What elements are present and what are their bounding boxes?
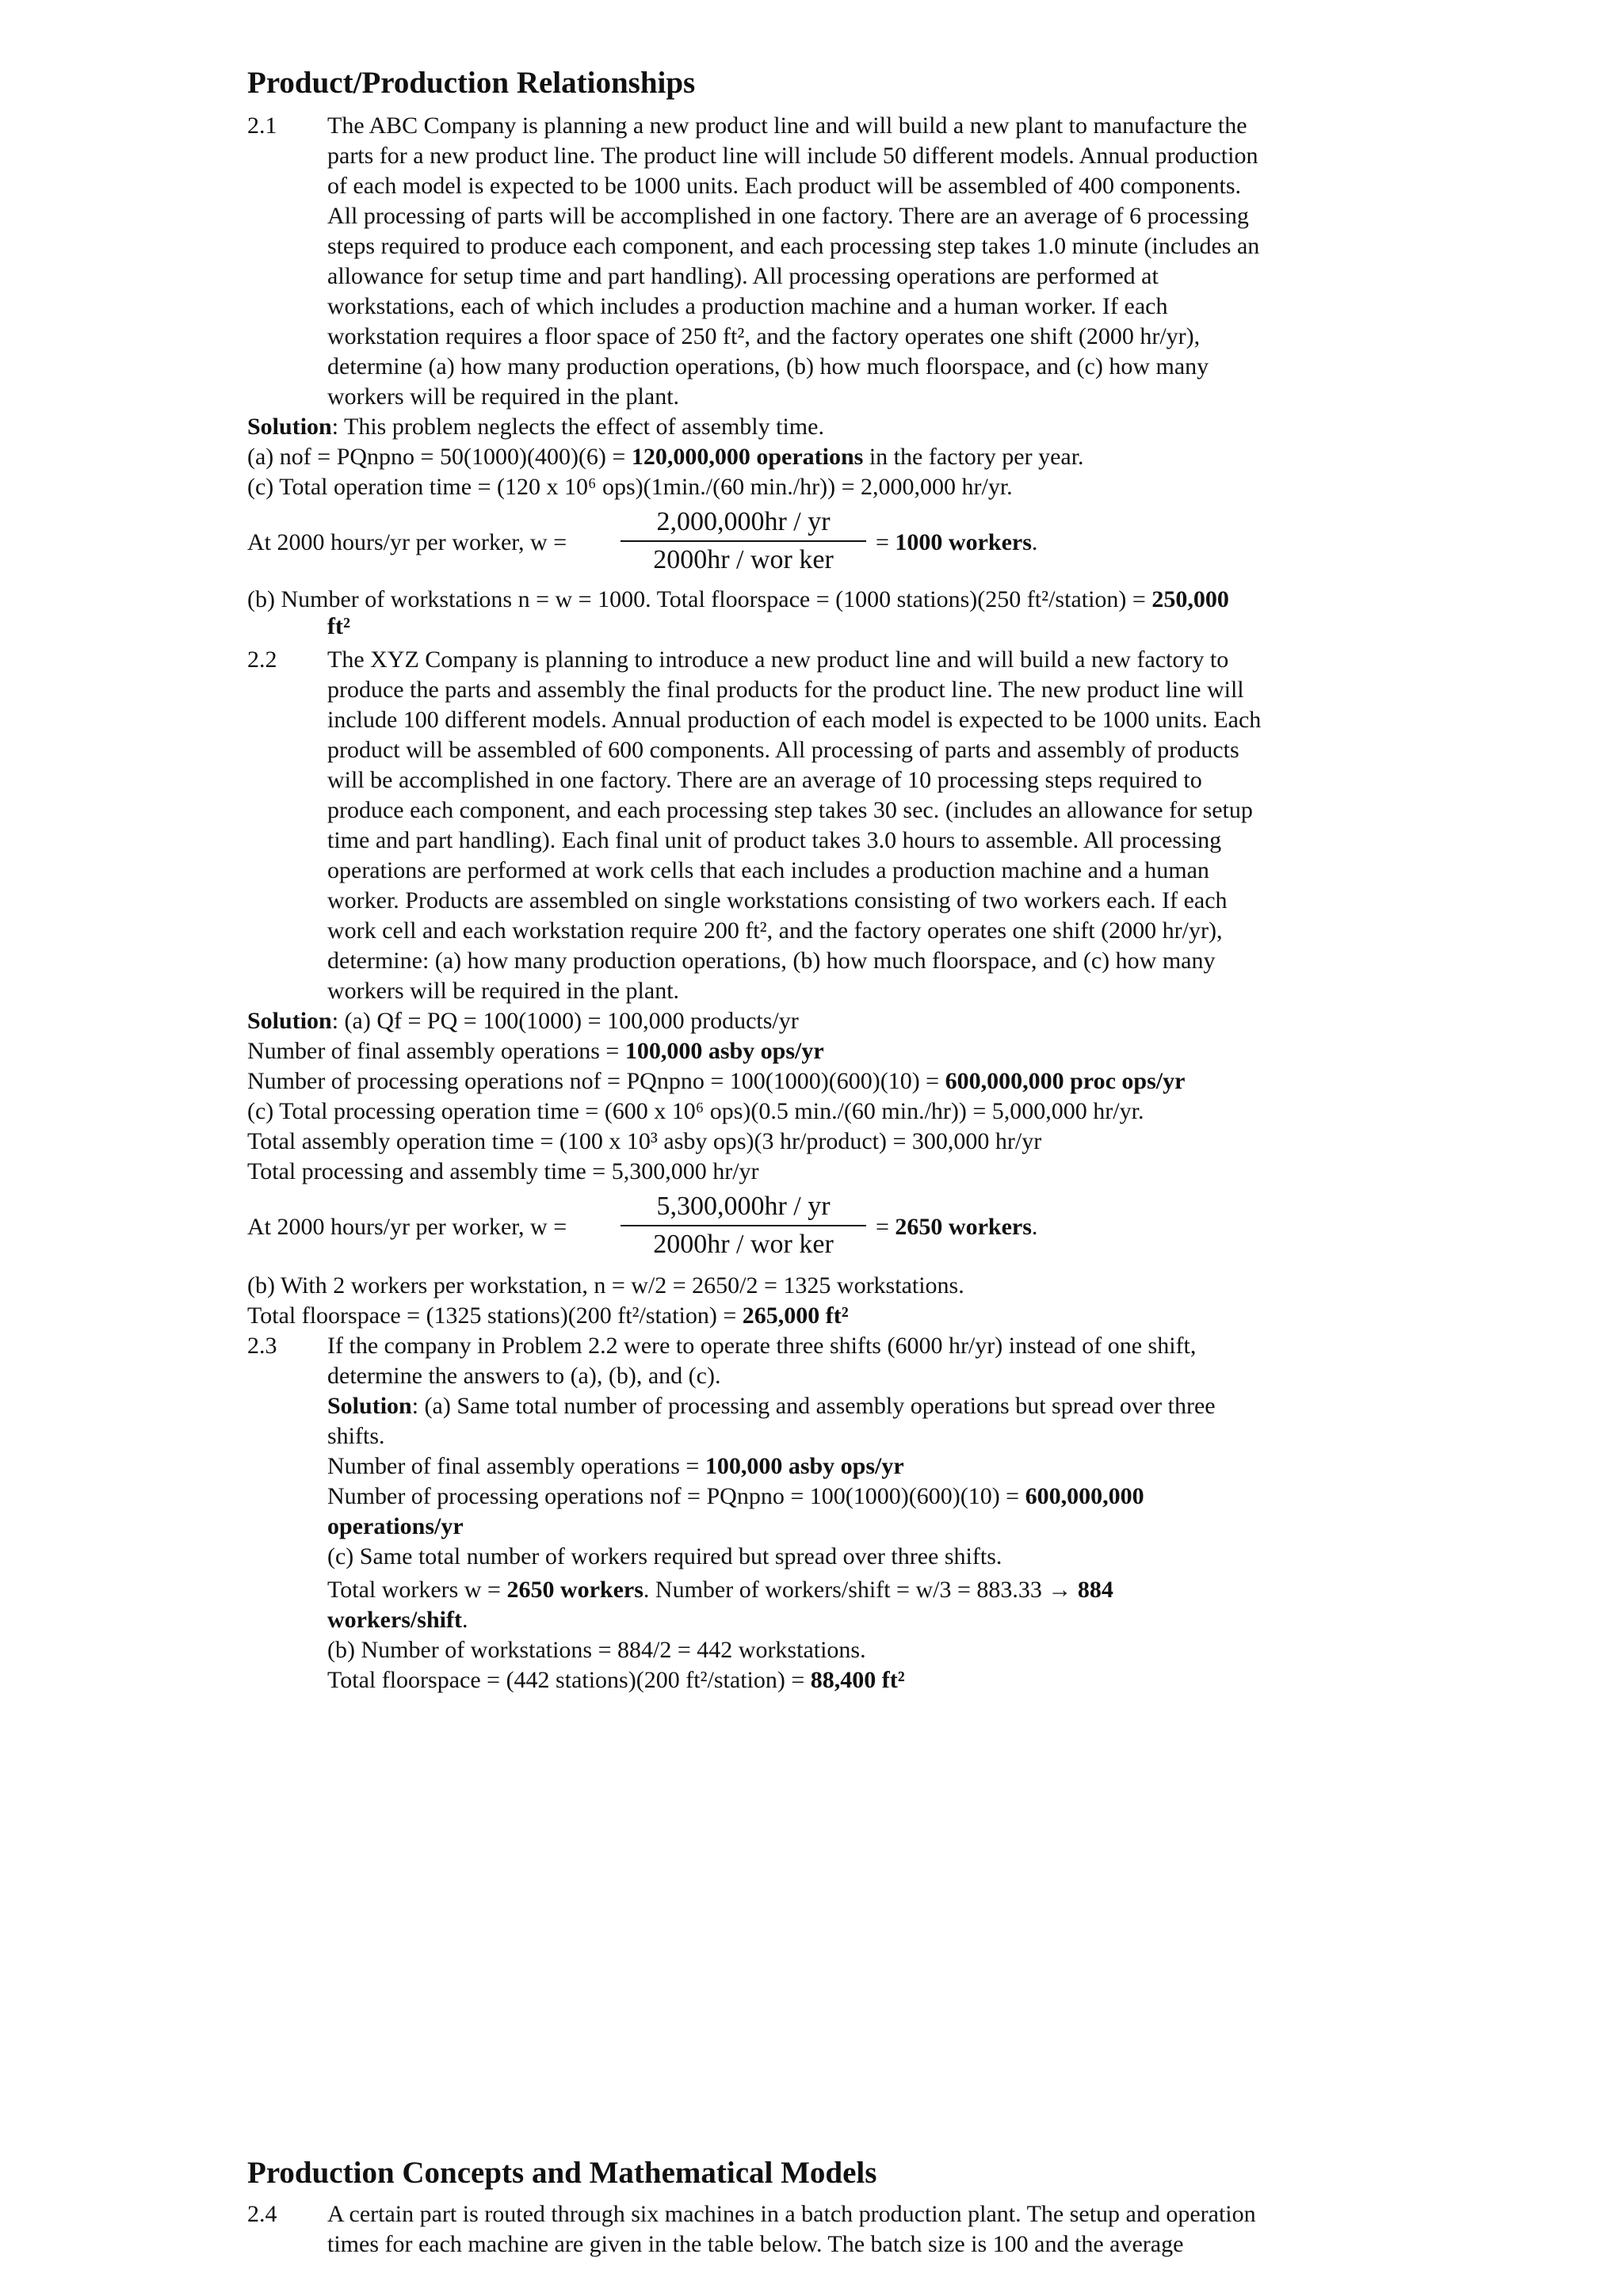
- fraction-numerator: 2,000,000hr / yr: [656, 507, 831, 536]
- problem-number: 2.3: [247, 1333, 277, 1359]
- problem-text-line: times for each machine are given in the table below. The batch size is 100 and the average: [327, 2231, 1184, 2257]
- fraction-numerator: 5,300,000hr / yr: [656, 1192, 831, 1221]
- problem-text-line: determine: (a) how many production operations, (b) how much floorspace, and (c) how many: [327, 948, 1216, 974]
- problem-text-line: work cell and each workstation require 200 ft², and the factory operates one shift (2000 hr/yr),: [327, 917, 1223, 944]
- solution-line: Total processing and assembly time = 5,300,000 hr/yr: [247, 1158, 759, 1184]
- problem-text-line: The ABC Company is planning a new product line and will build a new plant to manufacture the: [327, 113, 1247, 139]
- problem-text-line: workers will be required in the plant.: [327, 383, 680, 410]
- fraction-bar: [621, 540, 866, 542]
- solution-line: Solution: (a) Qf = PQ = 100(1000) = 100,000 products/yr: [247, 1008, 799, 1034]
- solution-label: Solution: [327, 1393, 412, 1419]
- solution-line: Total floorspace = (442 stations)(200 ft²/station) = 88,400 ft²: [327, 1667, 905, 1693]
- problem-text-line: steps required to produce each component, and each processing step takes 1.0 minute (includes an: [327, 233, 1260, 259]
- equation-prefix: At 2000 hours/yr per worker, w =: [247, 1214, 567, 1240]
- equation-result: = 1000 workers.: [876, 529, 1038, 555]
- problem-text-line: product will be assembled of 600 components. All processing of parts and assembly of products: [327, 737, 1239, 763]
- equation-prefix: At 2000 hours/yr per worker, w =: [247, 529, 567, 555]
- equation-result: = 2650 workers.: [876, 1214, 1038, 1240]
- solution-line: (a) nof = PQnpno = 50(1000)(400)(6) = 120,000,000 operations in the factory per year.: [247, 444, 1084, 470]
- solution-line: (c) Total processing operation time = (600 x 10⁶ ops)(0.5 min./(60 min./hr)) = 5,000,000 hr/yr.: [247, 1098, 1144, 1124]
- solution-line: Total workers w = 2650 workers. Number of workers/shift = w/3 = 883.33 → 884: [327, 1577, 1113, 1603]
- problem-text-line: will be accomplished in one factory. There are an average of 10 processing steps required to: [327, 767, 1202, 793]
- solution-line: (b) With 2 workers per workstation, n = w/2 = 2650/2 = 1325 workstations.: [247, 1272, 964, 1299]
- problem-text-line: parts for a new product line. The product line will include 50 different models. Annual production: [327, 143, 1258, 169]
- problem-number: 2.4: [247, 2201, 277, 2227]
- problem-text-line: produce each component, and each processing step takes 30 sec. (includes an allowance for setup: [327, 797, 1253, 823]
- solution-line: Total assembly operation time = (100 x 10³ asby ops)(3 hr/product) = 300,000 hr/yr: [247, 1128, 1042, 1154]
- problem-text-line: workstations, each of which includes a production machine and a human worker. If each: [327, 293, 1168, 319]
- problem-text-line: allowance for setup time and part handling). All processing operations are performed at: [327, 263, 1159, 289]
- problem-text-line: A certain part is routed through six machines in a batch production plant. The setup and operation: [327, 2201, 1256, 2227]
- problem-text-line: determine the answers to (a), (b), and (c).: [327, 1363, 721, 1389]
- fraction-denominator: 2000hr / wor ker: [653, 1230, 834, 1259]
- solution-label: Solution: [247, 414, 332, 440]
- problem-number: 2.2: [247, 646, 277, 673]
- solution-line: operations/yr: [327, 1513, 464, 1539]
- fraction: [621, 505, 866, 577]
- problem-text-line: If the company in Problem 2.2 were to operate three shifts (6000 hr/yr) instead of one shift,: [327, 1333, 1197, 1359]
- problem-text-line: The XYZ Company is planning to introduce a new product line and will build a new factory to: [327, 646, 1229, 673]
- problem-text-line: produce the parts and assembly the final products for the product line. The new product line will: [327, 677, 1244, 703]
- solution-line: Solution: (a) Same total number of processing and assembly operations but spread over three: [327, 1393, 1216, 1419]
- problem-text-line: workers will be required in the plant.: [327, 978, 680, 1004]
- problem-text-line: include 100 different models. Annual production of each model is expected to be 1000 units. Each: [327, 707, 1262, 733]
- solution-line: (b) Number of workstations = 884/2 = 442 workstations.: [327, 1637, 866, 1663]
- fraction: [621, 1190, 866, 1261]
- solution-line: Number of final assembly operations = 100,000 asby ops/yr: [247, 1038, 824, 1064]
- problem-text-line: time and part handling). Each final unit of product takes 3.0 hours to assemble. All processing: [327, 827, 1222, 853]
- section-heading: Product/Production Relationships: [247, 66, 696, 100]
- solution-line: Total floorspace = (1325 stations)(200 ft²/station) = 265,000 ft²: [247, 1302, 849, 1329]
- solution-line: Solution: This problem neglects the effect of assembly time.: [247, 414, 824, 440]
- problem-text-line: determine (a) how many production operations, (b) how much floorspace, and (c) how many: [327, 353, 1209, 379]
- solution-line: (c) Total operation time = (120 x 10⁶ ops)(1min./(60 min./hr)) = 2,000,000 hr/yr.: [247, 474, 1013, 500]
- solution-line: ft²: [327, 613, 350, 639]
- solution-line: Number of processing operations nof = PQnpno = 100(1000)(600)(10) = 600,000,000: [327, 1483, 1144, 1509]
- solution-line: (b) Number of workstations n = w = 1000. Total floorspace = (1000 stations)(250 ft²/station) = 250,000: [247, 586, 1229, 612]
- solution-line: shifts.: [327, 1423, 385, 1449]
- solution-line: Number of final assembly operations = 100,000 asby ops/yr: [327, 1453, 904, 1479]
- problem-text-line: workstation requires a floor space of 250 ft², and the factory operates one shift (2000 hr/yr),: [327, 323, 1201, 349]
- problem-text-line: operations are performed at work cells that each includes a production machine and a human: [327, 857, 1209, 883]
- problem-text-line: of each model is expected to be 1000 units. Each product will be assembled of 400 components.: [327, 173, 1242, 199]
- problem-number: 2.1: [247, 113, 277, 139]
- solution-line: (c) Same total number of workers required but spread over three shifts.: [327, 1543, 1002, 1569]
- problem-text-line: All processing of parts will be accomplished in one factory. There are an average of 6 processing: [327, 203, 1249, 229]
- fraction-bar: [621, 1225, 866, 1226]
- fraction-denominator: 2000hr / wor ker: [653, 545, 834, 574]
- problem-text-line: worker. Products are assembled on single workstations consisting of two workers each. If each: [327, 887, 1228, 913]
- solution-line: workers/shift.: [327, 1607, 468, 1633]
- solution-label: Solution: [247, 1008, 332, 1034]
- solution-line: Number of processing operations nof = PQnpno = 100(1000)(600)(10) = 600,000,000 proc ops/yr: [247, 1068, 1186, 1094]
- section-heading: Production Concepts and Mathematical Models: [247, 2156, 877, 2190]
